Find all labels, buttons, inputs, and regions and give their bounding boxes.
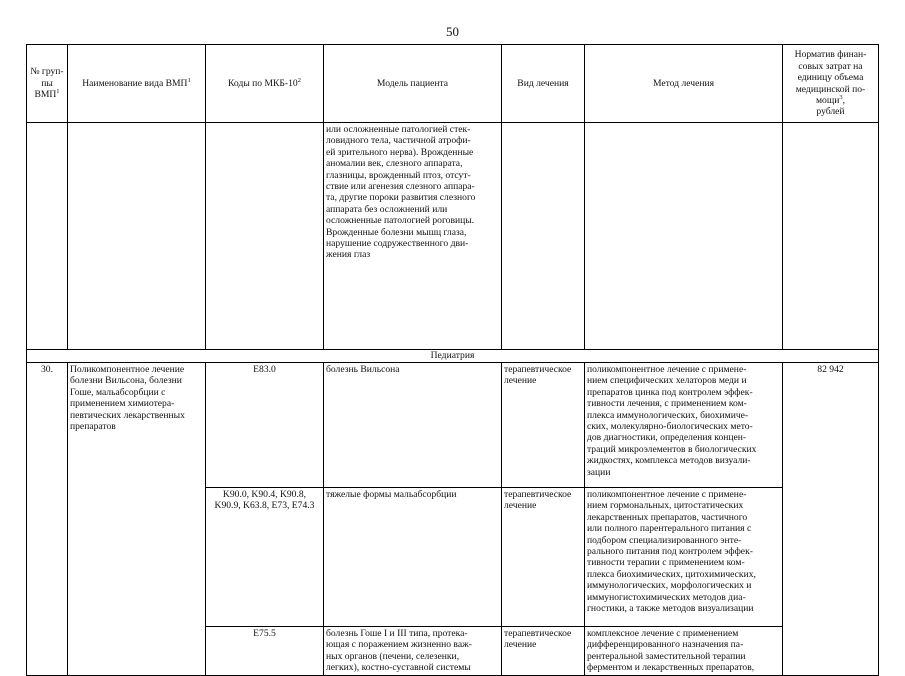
text-line: иммунологических, морфологических и (587, 580, 752, 592)
text-line: терапевтическое (504, 628, 572, 639)
header-treatment-type: Вид лечения (502, 45, 585, 123)
icd-codes-cell (206, 363, 324, 488)
table-row-continuation (27, 123, 879, 350)
text-line: Врожденные болезни мышц глаза, (326, 226, 467, 238)
table-header-row (27, 45, 879, 123)
text-line: иммуногистохимических методов диа- (587, 591, 746, 603)
treatment-method-cell (585, 627, 783, 676)
text-line: болезнь Вильсона (326, 364, 400, 375)
text-line: ющая с поражением жизненно важ- (326, 639, 472, 651)
text-line: рентеральной заместительной терапии (587, 650, 746, 662)
text-line: подбором специализированного энте- (587, 534, 742, 546)
text-line: ных органов (печени, селезенки, (326, 650, 460, 662)
text-line: нием специфических хелаторов меди и (587, 375, 747, 387)
treatment-method-cell (585, 363, 783, 488)
text-line: ей зрительного нерва). Врожденные (326, 146, 474, 158)
treatment-method-cell (585, 488, 783, 627)
text-line: применением химиотера- (70, 398, 175, 410)
text-line: жидкостях, комплекса методов визуали- (587, 455, 751, 467)
text-line: аномалии век, слезного аппарата, (326, 158, 463, 170)
text-line: ских, молекулярно-биологических мето- (587, 421, 753, 433)
text-line: E83.0 (253, 364, 276, 375)
text-line: дов диагностики, определения концен- (587, 432, 747, 444)
text-line: ствие или агенезия слезного аппара- (326, 181, 475, 193)
header-group-number: № груп- пы ВМП$^1$ (27, 45, 68, 123)
text-line: поликомпонентное лечение с примене- (587, 364, 747, 375)
treatment-type-cell (502, 488, 585, 627)
patient-model-cell (324, 627, 502, 676)
treatment-type-cell (502, 627, 585, 676)
text-line: лекарственных препаратов, частичного (587, 511, 748, 523)
header-treatment-method: Метод лечения (585, 45, 783, 123)
text-line: тивности лечения, с применением ком- (587, 398, 747, 410)
text-line: препаратов (70, 421, 116, 433)
text-line: нием гормональных, цитостатических (587, 500, 744, 512)
text-line: терапевтическое (504, 489, 572, 500)
text-line: та, другие пороки развития слезного (326, 192, 476, 204)
text-line: или полного парентерального питания с (587, 523, 752, 535)
text-line: легких), костно-суставной системы (326, 662, 471, 674)
text-line: поликомпонентное лечение с примене- (587, 489, 747, 500)
text-line: зации (587, 466, 611, 478)
continuation-patient-model (324, 123, 502, 350)
text-line: болезни Вильсона, болезни (70, 375, 182, 387)
text-line: осложненные патологией роговицы. (326, 215, 475, 227)
text-line: комплексное лечение с применением (587, 628, 739, 639)
text-line: плекса иммунологических, биохимиче- (587, 409, 749, 421)
text-line: рального питания под контролем эффек- (587, 546, 753, 558)
header-norm: Норматив финан- совых затрат на единицу объема медицинской по- мощи$^3$, рублей (783, 45, 879, 123)
text-line: жения глаз (326, 249, 371, 261)
text-line: дифференцированного назначения па- (587, 639, 744, 651)
text-line: K90.9, K63.8, E73, E74.3 (214, 500, 315, 512)
text-line: тивности терапии с применением ком- (587, 557, 745, 569)
table-row (27, 363, 879, 488)
group-name (68, 363, 206, 676)
text-line: тяжелые формы мальабсорбции (326, 489, 457, 500)
text-line: терапевтическое (504, 364, 572, 375)
text-line: лечение (504, 639, 537, 651)
text-line: глазницы, врожденный птоз, отсут- (326, 169, 471, 181)
group-number: 30. (27, 363, 68, 676)
patient-model-cell (324, 488, 502, 627)
text-line: гностики, а также методов визуализации (587, 603, 754, 615)
icd-codes-cell (206, 488, 324, 627)
text-line: E75.5 (253, 628, 276, 639)
section-title: Педиатрия (27, 350, 879, 363)
text-line: препаратов цинка под контролем эффек- (587, 386, 753, 398)
patient-model-cell (324, 363, 502, 488)
treatment-type-cell (502, 363, 585, 488)
norm-value: 82 942 (783, 363, 879, 676)
text-line: Поликомпонентное лечение (70, 364, 185, 375)
text-line: траций микроэлементов в биологических (587, 443, 757, 455)
header-icd-codes: Коды по МКБ-$10^2$ (206, 45, 324, 123)
vmp-table (26, 44, 879, 676)
header-patient-model: Модель пациента (324, 45, 502, 123)
text-line: ферментом и лекарственных препаратов, (587, 662, 755, 674)
page-number: 50 (446, 24, 459, 39)
text-line: Гоше, мальабсорбции с (70, 386, 166, 398)
text-line: лечение (504, 375, 537, 387)
text-line: певтических лекарственных (70, 409, 185, 421)
text-line: или осложненные патологией стек- (326, 124, 471, 135)
text-line: нарушение содружественного дви- (326, 238, 469, 250)
text-line: болезнь Гоше I и III типа, протека- (326, 628, 468, 639)
text-line: ловидного тела, частичной атрофи- (326, 135, 471, 147)
icd-codes-cell (206, 627, 324, 676)
text-line: плекса биохимических, цитохимических, (587, 568, 756, 580)
text-line: K90.0, K90.4, K90.8, (222, 489, 307, 500)
header-vmp-name: Наименование вида ВМП$^1$ (68, 45, 206, 123)
text-line: аппарата без осложнений или (326, 203, 448, 215)
section-row (27, 350, 879, 363)
text-line: лечение (504, 500, 537, 512)
